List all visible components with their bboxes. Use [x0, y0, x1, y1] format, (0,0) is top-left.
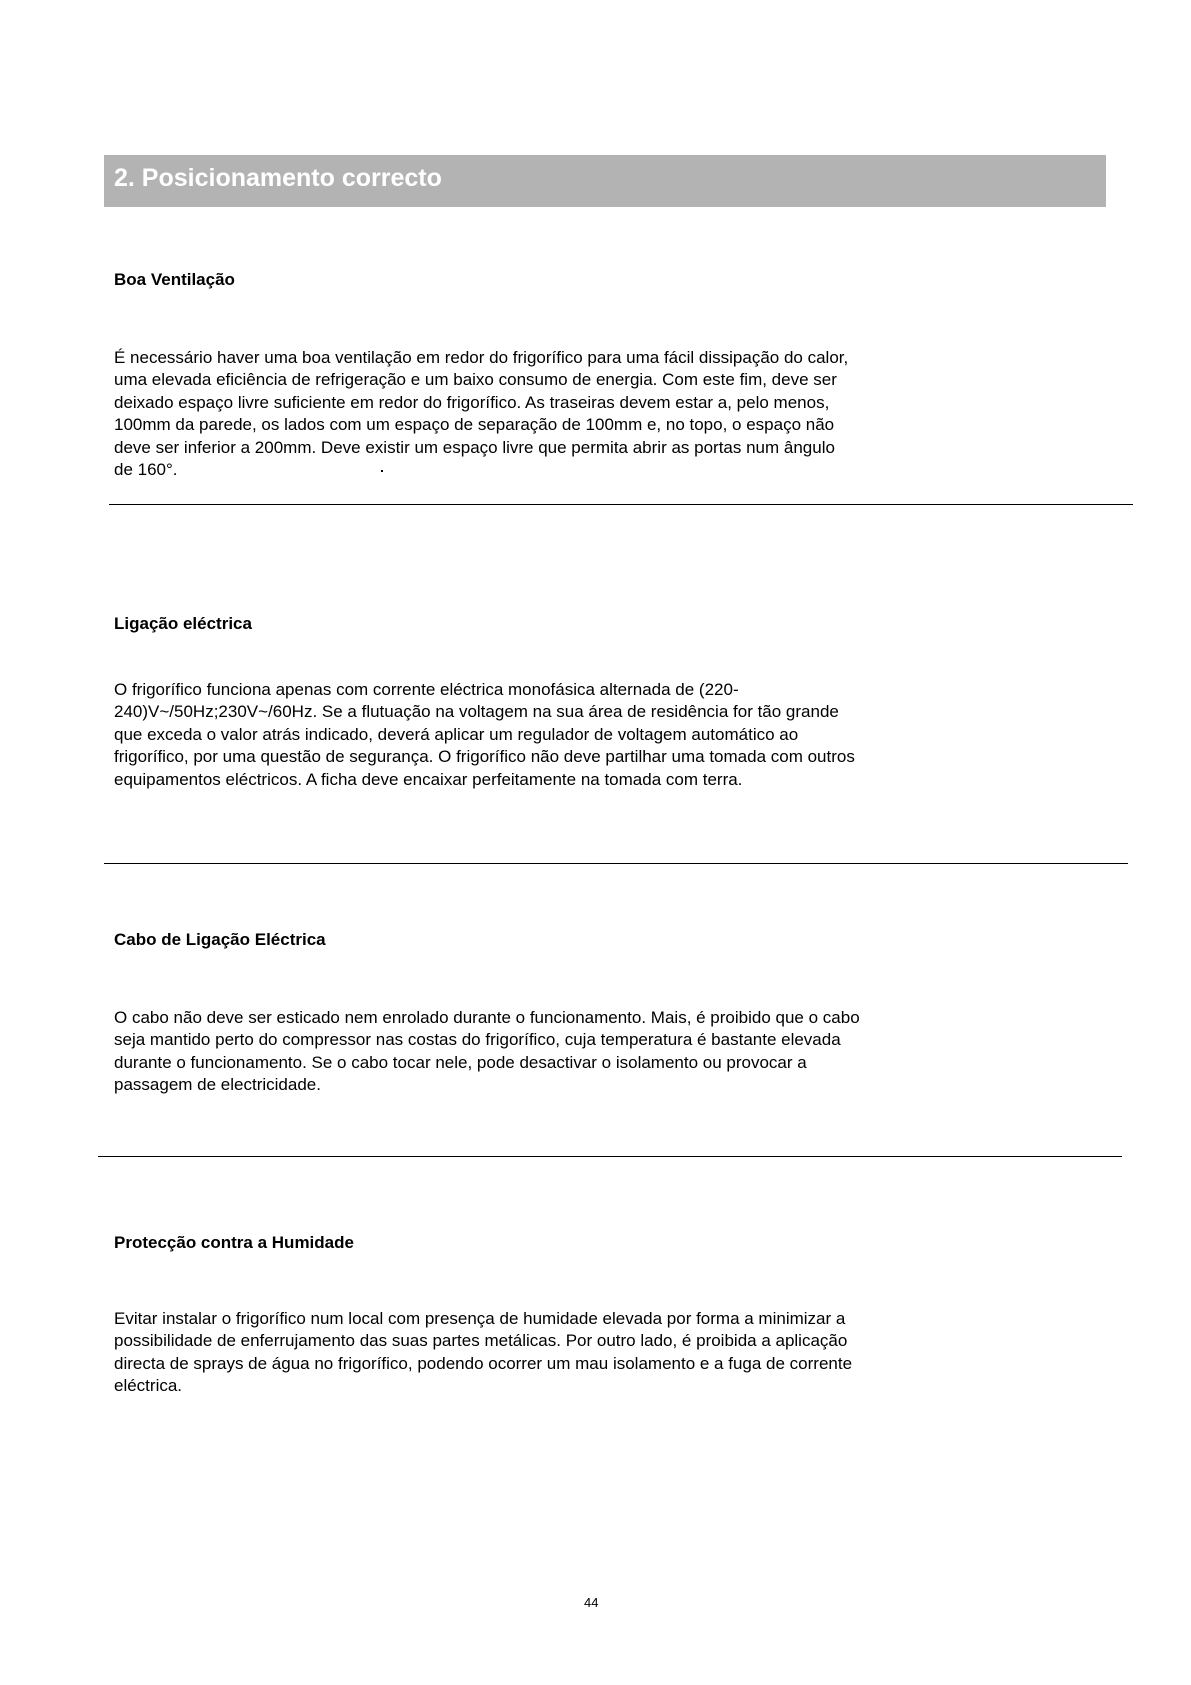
heading-cabo-ligacao: Cabo de Ligação Eléctrica [114, 930, 326, 949]
paragraph-line: 100mm da parede, os lados com um espaço de separação de 100mm e, no topo, o espaço não [114, 415, 835, 435]
paragraph-boa-ventilacao [114, 347, 1014, 481]
paragraph-line: uma elevada eficiência de refrigeração e um baixo consumo de energia. Com este fim, deve ser [114, 370, 837, 390]
paragraph-line: O frigorífico funciona apenas com corrente eléctrica monofásica alternada de (220- [114, 680, 739, 699]
paragraph-line: que exceda o valor atrás indicado, deverá aplicar um regulador de voltagem automático ao [114, 724, 799, 744]
divider-line [98, 1156, 1122, 1157]
paragraph-line: eléctrica. [114, 1376, 183, 1396]
section-header-bar [104, 155, 1106, 207]
heading-proteccao-humidade: Protecção contra a Humidade [114, 1233, 354, 1252]
paragraph-line: É necessário haver uma boa ventilação em redor do frigorífico para uma fácil dissipação do calor, [114, 348, 849, 367]
page-number: 44 [584, 1595, 599, 1610]
paragraph-line: Evitar instalar o frigorífico num local com presença de humidade elevada por forma a minimizar a [114, 1309, 846, 1328]
paragraph-ligacao-electrica [114, 679, 1014, 791]
paragraph-line: deve ser inferior a 200mm. Deve existir um espaço livre que permita abrir as portas num ângulo [114, 437, 835, 457]
page-title: 2. Posicionamento correcto [114, 164, 442, 192]
paragraph-line: O cabo não deve ser esticado nem enrolado durante o funcionamento. Mais, é proibido que o cabo [114, 1008, 860, 1027]
paragraph-line: de 160°. [114, 460, 178, 480]
heading-boa-ventilacao: Boa Ventilação [114, 270, 235, 289]
paragraph-line: 240)V~/50Hz;230V~/60Hz. Se a flutuação na voltagem na sua área de residência for tão grande [114, 702, 839, 722]
heading-ligacao-electrica: Ligação eléctrica [114, 614, 252, 633]
paragraph-line: durante o funcionamento. Se o cabo tocar nele, pode desactivar o isolamento ou provocar a [114, 1052, 807, 1072]
stray-dot [381, 470, 383, 472]
paragraph-proteccao-humidade [114, 1308, 1014, 1398]
paragraph-line: directa de sprays de água no frigorífico, podendo ocorrer um mau isolamento e a fuga de corrente [114, 1353, 853, 1373]
paragraph-line: frigorífico, por uma questão de segurança. O frigorífico não deve partilhar uma tomada com outros [114, 747, 855, 767]
divider-line [104, 863, 1128, 864]
paragraph-line: deixado espaço livre suficiente em redor do frigorífico. As traseiras devem estar a, pelo menos, [114, 392, 830, 412]
paragraph-line: seja mantido perto do compressor nas costas do frigorífico, cuja temperatura é bastante elevada [114, 1030, 841, 1050]
paragraph-line: equipamentos eléctricos. A ficha deve encaixar perfeitamente na tomada com terra. [114, 769, 743, 789]
paragraph-cabo-ligacao [114, 1007, 1014, 1097]
paragraph-line: possibilidade de enferrujamento das suas partes metálicas. Por outro lado, é proibida a aplicação [114, 1331, 848, 1351]
divider-line [109, 504, 1133, 505]
paragraph-line: passagem de electricidade. [114, 1075, 321, 1095]
